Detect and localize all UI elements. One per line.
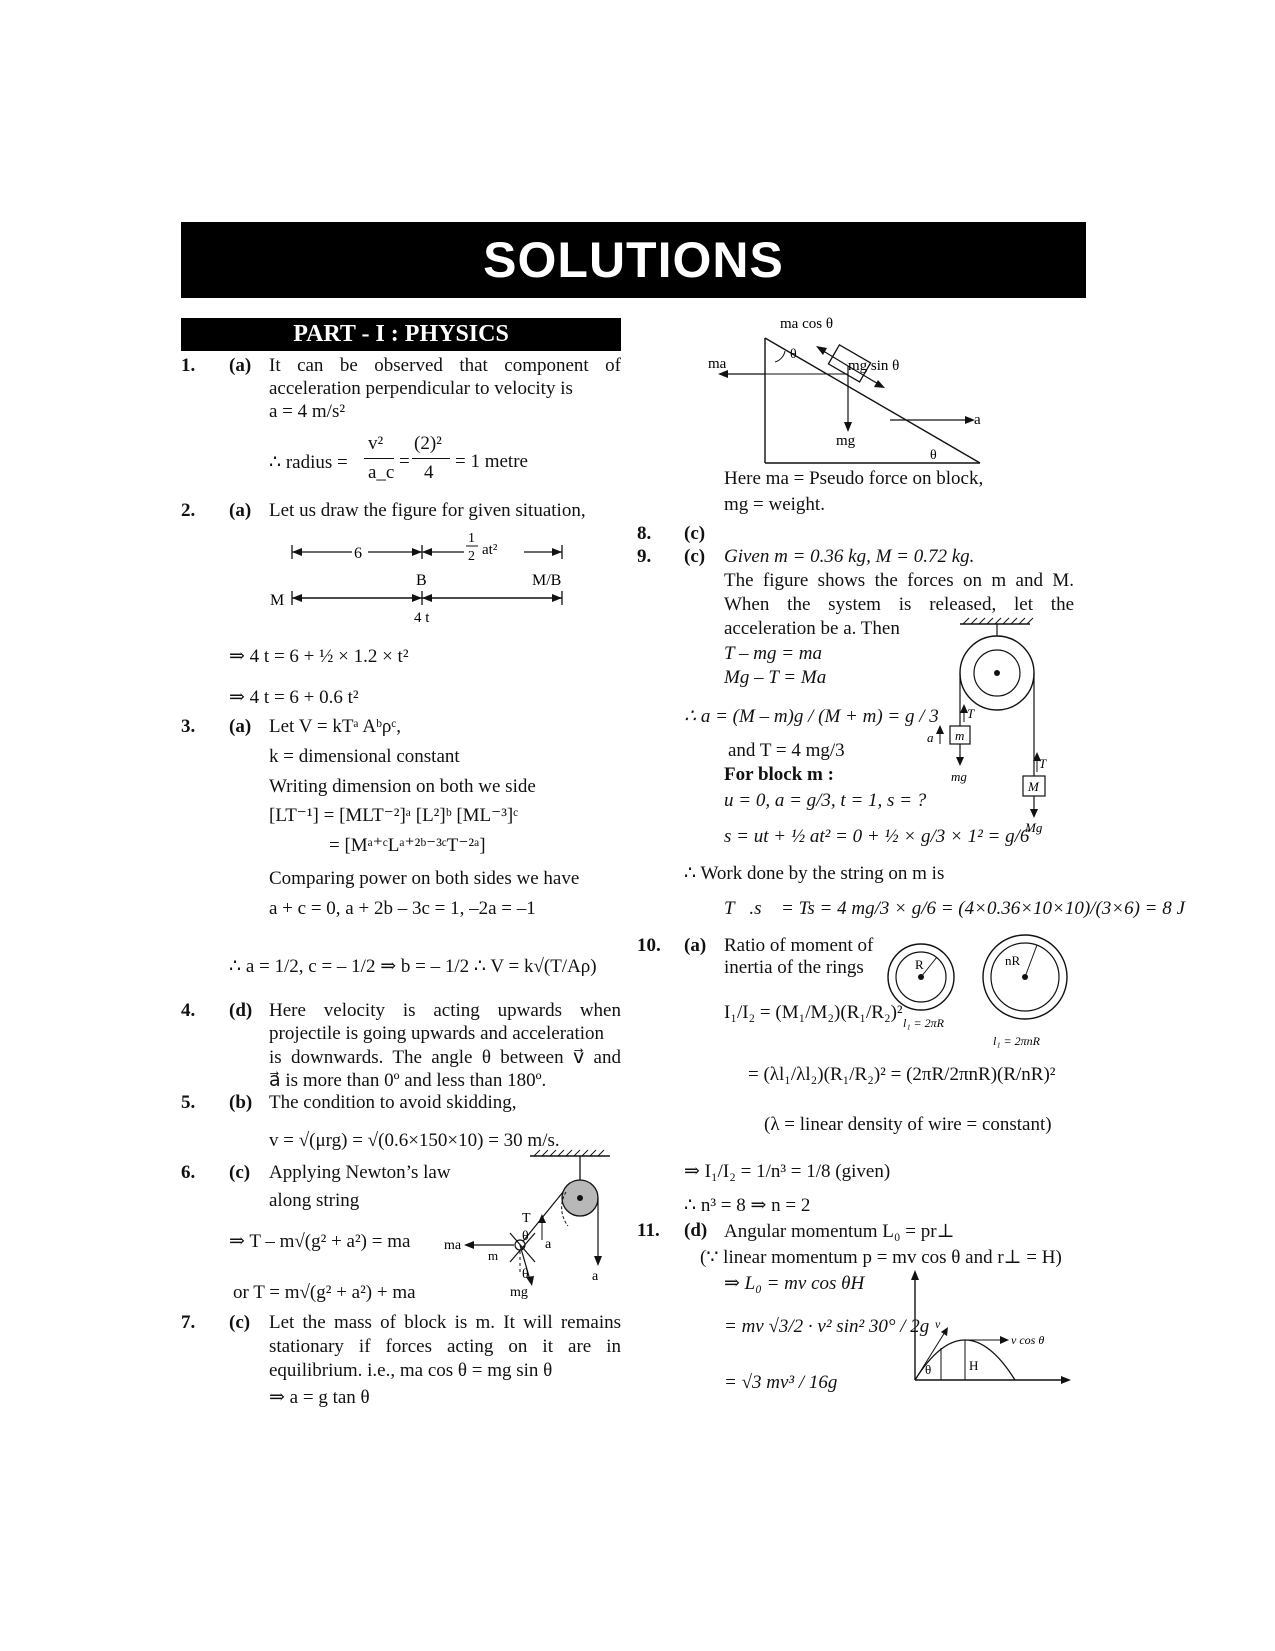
solutions-banner <box>181 222 1086 298</box>
q9-line2: The figure shows the forces on m and M. <box>724 570 1074 591</box>
q4-line1: Here velocity is acting upwards when <box>269 1000 621 1021</box>
q9-line13: T⃗.s⃗ = Ts = 4 mg/3 × g/6 = (4×0.36×10×10)/(3×6) = 8 J <box>724 898 1185 919</box>
q7-label-mg: mg <box>836 433 856 449</box>
q3-line4: [LT⁻¹] = [MLT⁻²]ᵃ [L²]ᵇ [ML⁻³]ᶜ <box>269 805 519 826</box>
q1-num1: v² <box>368 433 384 454</box>
q9-line9: For block m : <box>724 764 834 785</box>
q10-eq2: = (λl₁/λl₂)(R₁/R₂)² = (2πR/2πnR)(R/nR)² <box>748 1064 1056 1085</box>
q1-num2: (2)² <box>414 433 442 454</box>
q10-label-R: R <box>915 957 924 972</box>
q9-label-m: m <box>955 728 965 743</box>
q1-fraction-bar <box>364 458 394 459</box>
q9-line1: Given m = 0.36 kg, M = 0.72 kg. <box>724 546 975 567</box>
q6-option: (c) <box>229 1162 251 1183</box>
q3-line5: = [Mᵃ⁺ᶜLᵃ⁺²ᵇ⁻³ᶜT⁻²ᵃ] <box>329 835 486 856</box>
q11-number: 11. <box>637 1220 660 1241</box>
q3-line8: ∴ a = 1/2, c = – 1/2 ⇒ b = – 1/2 ∴ V = k√(T/Aρ) <box>229 956 597 977</box>
q9-line5: T – mg = ma <box>724 643 822 664</box>
q9-option: (c) <box>684 546 706 567</box>
q3-line1: Let V = kTᵃ Aᵇρᶜ, <box>269 716 402 737</box>
q1-eq-prefix: ∴ radius = <box>269 452 348 473</box>
q2-label-M: M <box>270 592 285 609</box>
q9-label-mg: mg <box>951 769 967 784</box>
q11-label-v: v <box>935 1317 941 1331</box>
q1-number: 1. <box>181 355 196 376</box>
q9-number: 9. <box>637 546 652 567</box>
q7-line1: Let the mass of block is m. It will remains <box>269 1312 621 1333</box>
q6-pulley-diagram <box>444 1150 620 1300</box>
q9-line12: ∴ Work done by the string on m is <box>684 863 945 884</box>
q2-number: 2. <box>181 500 196 521</box>
q10-line3: (λ = linear density of wire = constant) <box>764 1114 1052 1135</box>
q3-option: (a) <box>229 716 252 737</box>
q10-number: 10. <box>637 935 661 956</box>
q1-line2: acceleration perpendicular to velocity is <box>269 378 573 399</box>
q11-label-vcos: v cos θ <box>1011 1333 1045 1347</box>
q9-label-T-right: T <box>1039 756 1047 771</box>
q10-line2: inertia of the rings <box>724 957 864 978</box>
q9-label-T-left: T <box>967 706 975 721</box>
q1-den2: 4 <box>424 462 434 483</box>
q1-eq-suffix: = 1 metre <box>455 451 528 472</box>
page-title: SOLUTIONS <box>483 232 784 288</box>
q5-line2: v = √(μrg) = √(0.6×150×10) = 30 m/s. <box>269 1130 560 1151</box>
q9-line4: acceleration be a. Then <box>724 618 900 639</box>
q1-option: (a) <box>229 355 252 376</box>
q11-projectile-diagram <box>905 1270 1075 1385</box>
q2-label-six: 6 <box>354 545 362 562</box>
q6-label-mg: mg <box>510 1285 528 1300</box>
q7-label-mgsin: mg sin θ <box>848 358 900 374</box>
q11-label-theta: θ <box>925 1362 932 1377</box>
q11-option: (d) <box>684 1220 708 1241</box>
q6-label-theta: θ <box>522 1229 529 1244</box>
q2-label-4t: 4 t <box>414 610 430 626</box>
q7-line4: ⇒ a = g tan θ <box>269 1387 370 1408</box>
q2-label-half-num: 1 <box>468 531 475 546</box>
q5-number: 5. <box>181 1092 196 1113</box>
q6-label-a2: a <box>592 1269 599 1284</box>
q7-label-a: a <box>974 412 981 428</box>
q2-distance-diagram <box>270 530 570 625</box>
q2-option: (a) <box>229 500 252 521</box>
q6-line4: or T = m√(g² + a²) + ma <box>233 1282 416 1303</box>
q9-line3: When the system is released, let the <box>724 594 1074 615</box>
q6-label-m: m <box>488 1248 499 1263</box>
q2-label-B: B <box>416 572 427 589</box>
q4-option: (d) <box>229 1000 253 1021</box>
equals-sign: = <box>399 451 410 472</box>
q2-eq1: ⇒ 4 t = 6 + ½ × 1.2 × t² <box>229 646 409 667</box>
q7-label-theta-bottom: θ <box>930 448 937 463</box>
q3-line2: k = dimensional constant <box>269 746 460 767</box>
q7-line3: equilibrium. i.e., ma cos θ = mg sin θ <box>269 1360 553 1381</box>
q6-label-theta2: θ <box>522 1267 529 1282</box>
q8-number: 8. <box>637 523 652 544</box>
q6-label-T: T <box>522 1211 531 1226</box>
q9-atwood-diagram <box>925 618 1045 858</box>
q10-option: (a) <box>684 935 707 956</box>
q2-label-half-den: 2 <box>468 549 475 564</box>
q6-number: 6. <box>181 1162 196 1183</box>
q9-line7: ∴ a = (M – m)g / (M + m) = g / 3 <box>684 706 939 727</box>
q11-line1: Angular momentum L₀ = pr⊥ <box>724 1221 955 1242</box>
q9-label-a-left: a <box>927 730 934 745</box>
q3-number: 3. <box>181 716 196 737</box>
q10-label-l2: l₁ = 2πnR <box>993 1034 1040 1048</box>
q11-line5: = √3 mv³ / 16g <box>724 1372 838 1393</box>
q7-label-theta-top: θ <box>790 347 797 362</box>
q7-option: (c) <box>229 1312 251 1333</box>
q7-label-ma: ma <box>708 356 727 372</box>
q6-label-ma: ma <box>444 1238 462 1253</box>
q5-option: (b) <box>229 1092 253 1113</box>
q10-label-l1: l₁ = 2πR <box>903 1016 944 1030</box>
q9-line6: Mg – T = Ma <box>724 667 827 688</box>
q9-label-M: M <box>1028 779 1039 794</box>
q7-line5: Here ma = Pseudo force on block, <box>724 468 984 489</box>
q10-eq4: ∴ n³ = 8 ⇒ n = 2 <box>684 1195 811 1216</box>
part-heading: PART - I : PHYSICS <box>181 318 621 351</box>
q1-den1: a_c <box>368 462 395 483</box>
q11-line3: ⇒ L₀ = mv cos θH <box>724 1273 865 1294</box>
q10-label-nR: nR <box>1005 953 1021 968</box>
q9-line10: u = 0, a = g/3, t = 1, s = ? <box>724 790 927 811</box>
q2-label-MB: M/B <box>532 572 562 589</box>
q7-number: 7. <box>181 1312 196 1333</box>
q6-label-a: a <box>545 1237 552 1252</box>
q7-line6: mg = weight. <box>724 494 825 515</box>
q7-incline-diagram <box>708 316 990 468</box>
q9-line11: s = ut + ½ at² = 0 + ½ × g/3 × 1² = g/6 <box>724 826 1030 847</box>
q6-line1: Applying Newton’s law <box>269 1162 451 1183</box>
q1-line1: It can be observed that component of <box>269 355 621 376</box>
q7-label-macos: ma cos θ <box>780 316 834 332</box>
q10-rings-diagram <box>885 935 1085 1055</box>
q4-line2: projectile is going upwards and acceleration <box>269 1023 605 1044</box>
q4-number: 4. <box>181 1000 196 1021</box>
q2-line1: Let us draw the figure for given situation, <box>269 500 586 521</box>
q2-label-at2: at² <box>482 542 498 558</box>
q3-line3: Writing dimension on both we side <box>269 776 536 797</box>
q6-line2: along string <box>269 1190 360 1211</box>
q7-line2: stationary if forces acting on it are in <box>269 1336 621 1357</box>
q2-eq2: ⇒ 4 t = 6 + 0.6 t² <box>229 687 359 708</box>
q10-eq1: I₁/I₂ = (M₁/M₂)(R₁/R₂)² <box>724 1002 903 1023</box>
q11-line4: = mv √3/2 · v² sin² 30° / 2g <box>724 1316 930 1337</box>
q11-label-H: H <box>969 1358 979 1373</box>
q4-line3: is downwards. The angle θ between v⃗ and <box>269 1047 621 1068</box>
q8-option: (c) <box>684 523 706 544</box>
q5-line1: The condition to avoid skidding, <box>269 1092 517 1113</box>
q11-line2: (∵ linear momentum p = mv cos θ and r⊥ = H) <box>700 1247 1062 1268</box>
q3-line7: a + c = 0, a + 2b – 3c = 1, –2a = –1 <box>269 898 536 919</box>
q4-line4: a⃗ is more than 0º and less than 180º. <box>269 1070 547 1091</box>
q1-fraction-bar <box>412 458 450 459</box>
q9-label-Mg: Mg <box>1025 820 1043 835</box>
q10-eq3: ⇒ I₁/I₂ = 1/n³ = 1/8 (given) <box>684 1161 891 1182</box>
q1-line3: a = 4 m/s² <box>269 401 346 422</box>
q10-line1: Ratio of moment of <box>724 935 874 956</box>
q9-line8: and T = 4 mg/3 <box>728 740 845 761</box>
q3-line6: Comparing power on both sides we have <box>269 868 580 889</box>
q6-line3: ⇒ T – m√(g² + a²) = ma <box>229 1231 411 1252</box>
